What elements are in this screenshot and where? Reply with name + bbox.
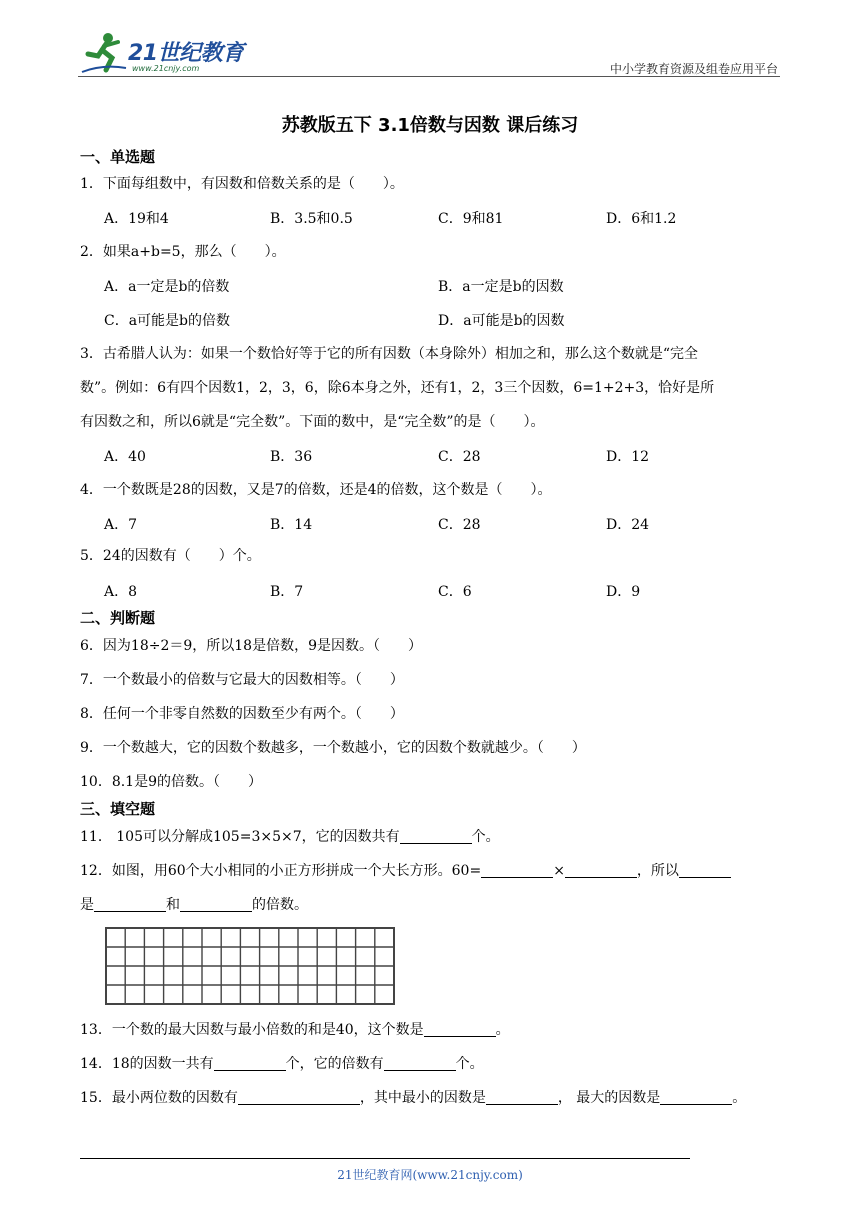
site-logo: [78, 30, 248, 76]
q5-option-d[interactable]: D．9: [606, 584, 641, 600]
q2-option-a[interactable]: A．a一定是b的倍数: [104, 279, 230, 295]
q13-text: 13．一个数的最大因数与最小倍数的和是40，这个数是: [80, 1022, 424, 1038]
q11-text: 11． 105可以分解成105=3×5×7，它的因数共有: [80, 829, 400, 845]
question-4-stem: 4．一个数既是28的因数，又是7的倍数，还是4的倍数，这个数是（ ）。: [80, 482, 552, 498]
q1-option-d[interactable]: D．6和1.2: [606, 211, 677, 227]
q1-option-c[interactable]: C．9和81: [438, 211, 504, 227]
footer-text: 21世纪教育网(www.21cnjy.com): [337, 1168, 523, 1182]
q15-suffix: 。: [732, 1090, 747, 1106]
q15-middle-1: ，其中最小的因数是: [359, 1090, 486, 1106]
fill-question-12-line-2: [80, 895, 308, 915]
fill-question-13: [80, 1020, 510, 1040]
question-5-stem: 5．24的因数有（ ）个。: [80, 548, 261, 564]
q12-blank-2[interactable]: [565, 863, 637, 878]
q12-blank-3[interactable]: [679, 863, 731, 878]
q3-option-d[interactable]: D．12: [606, 449, 650, 465]
q13-suffix: 。: [495, 1022, 510, 1038]
q2-option-c[interactable]: C．a可能是b的倍数: [104, 313, 231, 329]
q4-option-a[interactable]: A．7: [104, 517, 138, 533]
q5-option-b[interactable]: B．7: [270, 584, 304, 600]
q3-option-c[interactable]: C．28: [438, 449, 481, 465]
q12-suffix: 的倍数。: [252, 897, 308, 913]
section-heading-fill-blank: 三、填空题: [80, 800, 156, 818]
q15-text: 15．最小两位数的因数有: [80, 1090, 238, 1106]
q2-option-d[interactable]: D．a可能是b的因数: [438, 313, 565, 329]
header-divider: [78, 76, 780, 77]
q15-blank-2[interactable]: [486, 1090, 558, 1105]
q14-blank-2[interactable]: [384, 1056, 456, 1071]
q12-blank-1[interactable]: [481, 863, 553, 878]
judge-question-6: 6．因为18÷2＝9，所以18是倍数，9是因数。（ ）: [80, 638, 422, 654]
q14-text: 14．18的因数一共有: [80, 1056, 214, 1072]
judge-question-7: 7．一个数最小的倍数与它最大的因数相等。（ ）: [80, 672, 404, 688]
section-heading-single-choice: 一、单选题: [80, 148, 156, 166]
q12-and: 和: [166, 897, 180, 913]
q13-blank[interactable]: [424, 1022, 496, 1037]
section-heading-true-false: 二、判断题: [80, 609, 156, 627]
q12-so: ，所以: [636, 863, 679, 879]
q2-option-b[interactable]: B．a一定是b的因数: [438, 279, 564, 295]
q1-option-b[interactable]: B．3.5和0.5: [270, 211, 353, 227]
q12-text: 12．如图，用60个大小相同的小正方形拼成一个大长方形。60=: [80, 863, 482, 879]
fill-question-12-line-1: [80, 861, 731, 881]
question-1-stem: 1．下面每组数中，有因数和倍数关系的是（ ）。: [80, 176, 404, 192]
q12-blank-5[interactable]: [180, 897, 252, 912]
rectangle-grid-figure: [104, 926, 396, 1006]
page-header: [78, 30, 778, 78]
fill-question-11: [80, 827, 500, 847]
q4-option-c[interactable]: C．28: [438, 517, 481, 533]
q1-option-a[interactable]: A．19和4: [104, 211, 169, 227]
question-3-stem-line-2: 数”。例如：6有四个因数1，2，3，6，除6本身之外，还有1，2，3三个因数，6=1+2+3，恰好是所: [80, 380, 715, 396]
q5-option-a[interactable]: A．8: [104, 584, 138, 600]
question-3-stem-line-3: 有因数之和，所以6就是“完全数”。下面的数中，是“完全数”的是（ ）。: [80, 414, 545, 430]
q12-times: ×: [553, 863, 565, 879]
q12-blank-4[interactable]: [94, 897, 166, 912]
fill-question-15: [80, 1088, 746, 1108]
fill-question-14: [80, 1054, 484, 1074]
logo-text: 21世纪教育: [128, 41, 244, 66]
q14-suffix: 个。: [455, 1056, 484, 1072]
logo-url: www.21cnjy.com: [132, 64, 200, 73]
q12-is: 是: [80, 897, 94, 913]
q15-middle-2: ， 最大的因数是: [557, 1090, 661, 1106]
question-2-stem: 2．如果a+b=5，那么（ ）。: [80, 244, 286, 260]
q14-blank-1[interactable]: [214, 1056, 286, 1071]
q3-option-a[interactable]: A．40: [104, 449, 146, 465]
judge-question-9: 9．一个数越大，它的因数个数越多，一个数越小，它的因数个数就越少。（ ）: [80, 740, 586, 756]
q15-blank-3[interactable]: [660, 1090, 732, 1105]
page-title: 苏教版五下 3.1倍数与因数 课后练习: [281, 115, 579, 136]
q4-option-d[interactable]: D．24: [606, 517, 650, 533]
q5-option-c[interactable]: C．6: [438, 584, 472, 600]
q4-option-b[interactable]: B．14: [270, 517, 313, 533]
header-platform-text: 中小学教育资源及组卷应用平台: [609, 62, 778, 76]
q15-blank-1[interactable]: [238, 1090, 360, 1105]
q14-middle: 个，它的倍数有: [285, 1056, 384, 1072]
question-3-stem-line-1: 3．古希腊人认为：如果一个数恰好等于它的所有因数（本身除外）相加之和，那么这个数就是“完全: [80, 346, 699, 362]
judge-question-8: 8．任何一个非零自然数的因数至少有两个。（ ）: [80, 706, 404, 722]
q11-blank[interactable]: [400, 829, 472, 844]
footer-divider: [80, 1158, 690, 1159]
q11-suffix: 个。: [471, 829, 500, 845]
q3-option-b[interactable]: B．36: [270, 449, 313, 465]
runner-logo-icon: [78, 30, 128, 76]
judge-question-10: 10．8.1是9的倍数。（ ）: [80, 774, 262, 790]
